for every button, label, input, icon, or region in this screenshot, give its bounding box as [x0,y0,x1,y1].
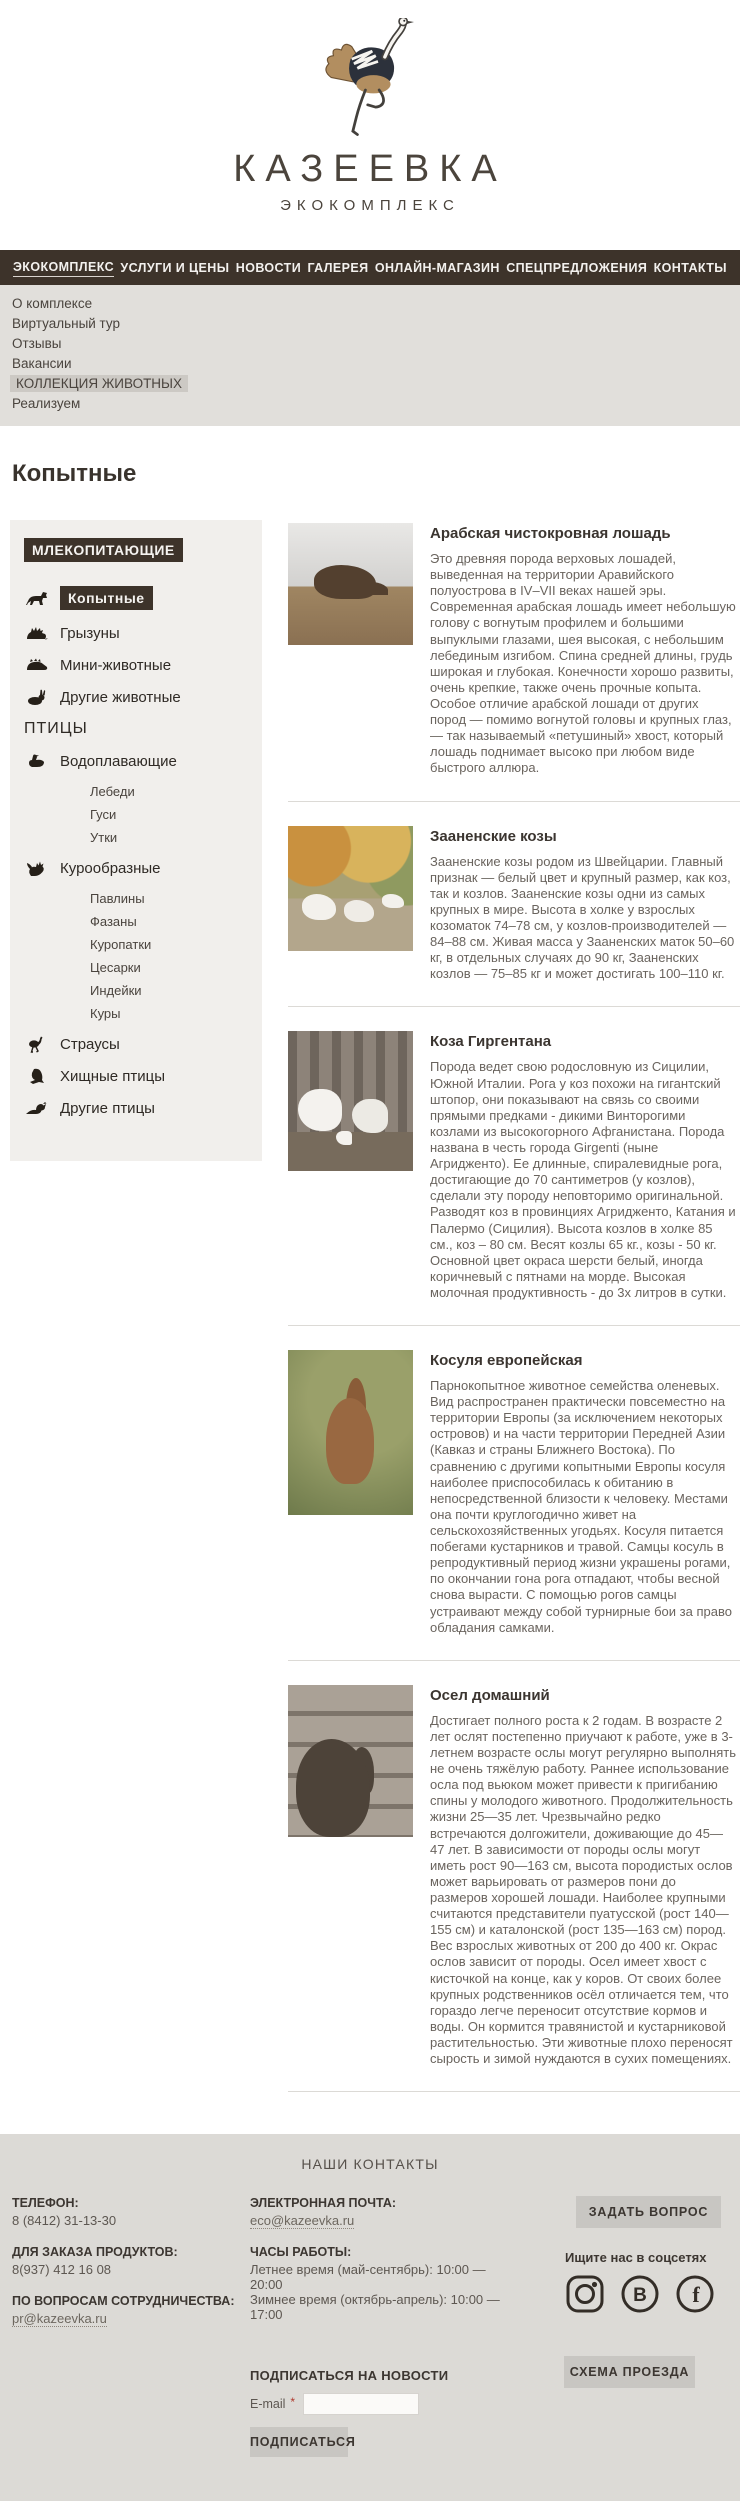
orders-phone-label: ДЛЯ ЗАКАЗА ПРОДУКТОВ: [12,2245,178,2260]
subscribe-title: ПОДПИСАТЬСЯ НА НОВОСТИ [250,2368,449,2384]
site-header [0,0,740,250]
animal-name: Косуля европейская [430,1352,583,1370]
sidebar-item-hoofed[interactable] [24,586,248,610]
animal-photo-arabian-horse[interactable] [288,523,413,645]
ask-question-button[interactable]: ЗАДАТЬ ВОПРОС [576,2196,721,2228]
subscribe-button[interactable]: ПОДПИСАТЬСЯ [250,2427,348,2457]
animal-entry [288,802,740,1008]
subnav-item-virtual-tour[interactable]: Виртуальный тур [12,316,120,331]
sidebar-subitem-geese[interactable]: Гуси [90,807,117,822]
nav-item-ecocomplex[interactable]: ЭКОКОМПЛЕКС [13,258,114,277]
sidebar-subitem-chickens[interactable]: Куры [90,1006,121,1021]
sidebar-item-waterfowl[interactable] [24,752,248,770]
sidebar-item-birds-of-prey[interactable] [24,1067,248,1085]
nav-item-shop[interactable]: ОНЛАЙН-МАГАЗИН [374,260,500,275]
porcupine-icon [24,626,50,641]
subscribe-block [250,2368,512,2457]
sidebar-subitem-swans[interactable]: Лебеди [90,784,135,799]
content-area [0,520,740,2092]
sidebar-subitem-ducks[interactable]: Утки [90,830,118,845]
nav-item-gallery[interactable]: ГАЛЕРЕЯ [307,260,369,275]
hours-label: ЧАСЫ РАБОТЫ: [250,2245,352,2260]
footer-email-hours-column [250,2196,512,2457]
sidebar-section-mammals [24,538,248,562]
subnav-item-vacancies[interactable]: Вакансии [12,356,72,371]
sidebar-item-label: Курообразные [60,859,161,877]
vk-icon[interactable] [619,2273,661,2320]
hours-winter: Зимнее время (октябрь-апрель): 10:00 — 17:00 [250,2292,500,2323]
footer-title: НАШИ КОНТАКТЫ [301,2156,439,2173]
animal-photo-domestic-donkey[interactable] [288,1685,413,1837]
subnav-item-sale[interactable]: Реализуем [12,396,81,411]
animal-photo-girgentana-goat[interactable] [288,1031,413,1171]
animal-description: Достигает полного роста к 2 годам. В возрасте 2 лет ослят постепенно приучают к работе, уже в 3-летнем возрасте ослы могут регулярно выполнять не очень тяжёлую работу. Раннее использование осла под вьюком может привести к пригибанию спины у молодого животного. Продолжительность жизни 25—35 лет. Чрезвычайно редко встречаются долгожители, доживающие до 45—47 лет. В зависимости от породы ослы могут иметь рост 90—163 см, высота породистых ослов может варьировать от размеров пони до размеров хорошей лошади. Наиболее крупными считаются представители пуатусской (рост 140—155 см) и каталонской (рост 135—163 см) пород. Вес взрослых животных от 200 до 400 кг. Окрас ослов зависит от породы. Осел имеет хвост с кисточкой на конце, как у коров. От своих более крупных родственников осёл отличается тем, что гораздо легче переносит отсутствие кормов и воды. Он кормится травянистой и кустарниковой растительностью. Эти животные плохо переносят сырость и зимой нуждаются в сухих помещениях. [430,1712,737,2067]
sidebar-subitem-turkeys[interactable]: Индейки [90,983,142,998]
animal-description: Зааненские козы родом из Швейцарии. Главный признак — белый цвет и крупный размер, как коз, так и козлов. Зааненские козы одни из самых крупных в мире. Высота в холке у взрослых козоматок 74–78 см, у козлов-производителей — 84–88 см. Живая масса у Зааненских маток 50–60 кг, в отдельных случаях до 90 кг, Зааненских козлов — 75–85 кг и может достигать 100–110 кг. [430,853,735,982]
subnav-item-animal-collection[interactable]: КОЛЛЕКЦИЯ ЖИВОТНЫХ [10,375,188,392]
sidebar-item-label: Грызуны [60,624,120,642]
cooperation-label: ПО ВОПРОСАМ СОТРУДНИЧЕСТВА: [12,2294,235,2309]
ostrich-logo-icon [305,18,435,146]
animal-entry [288,1326,740,1661]
animal-description: Порода ведет свою родословную из Сицилии, Южной Италии. Рога у коз похожи на гигантский штопор, они показывают на связь со своими прямыми предками - дикими Винторогими козлами из высокогорного Афганистана. Порода названа в честь города Girgenti (ныне Агридженто). Ее длинные, спиралевидные рога, достигающие до 70 сантиметров (у козлов), сделали эту породу неповторимо оригинальной. Разводят коз в провинциях Агридженто, Катания и Палермо (Сицилия). Высота козлов в холке 85 см., коз – 80 см. Весят козлы 65 кг., козы - 50 кг. Основной цвет окраса шерсти белый, иногда коричневый с пятнами на морде. Высокая молочная продуктивность - до 3х литров в сутки. [430,1059,736,1300]
orders-phone-value: 8(937) 412 16 08 [12,2262,112,2278]
animal-name: Осел домашний [430,1686,550,1704]
hours-summer: Летнее время (май-сентябрь): 10:00 — 20:00 [250,2262,486,2293]
animal-photo-saanen-goats[interactable] [288,826,413,951]
sidebar-item-ostriches[interactable] [24,1035,248,1053]
sidebar-item-label: Другие птицы [60,1099,155,1117]
cooperation-email-link[interactable]: pr@kazeevka.ru [12,2311,107,2327]
instagram-icon[interactable] [564,2273,606,2320]
animal-entry [288,1661,740,2092]
animal-list [288,520,740,2092]
email-label: ЭЛЕКТРОННАЯ ПОЧТА: [250,2196,397,2211]
animal-entry [288,523,740,802]
sidebar-subitem-pheasants[interactable]: Фазаны [90,914,137,929]
sidebar-item-other-birds[interactable] [24,1099,248,1117]
animal-entry [288,1007,740,1326]
sidebar-header-mammals: МЛЕКОПИТАЮЩИЕ [24,538,183,562]
svg-text:В: В [633,2285,647,2307]
sidebar-subitem-guinea-fowl[interactable]: Цесарки [90,960,141,975]
animal-name: Арабская чистокровная лошадь [430,525,671,542]
rabbit-icon [24,689,50,705]
footer-phones-column [12,2196,250,2457]
animal-description: Парнокопытное животное семейства оленевых. Вид распространен практически повсеместно на территории Европы (за исключением некоторых островов) и на части территории Передней Азии (Кавказ и страны Ближнего Востока). По сравнению с другими копытными Европы косуля наиболее приспособилась к обитанию в непосредственной близости к человеку. Местами она почти круглогодично живет на сельскохозяйственных угодьях. Косуля питается побегами кустарников и травой. Самцы косуль в репродуктивный период жизни украшены рогами, по окончании гона рога отпадают, чтобы весной снова вырасти. С помощью рогов самцы устраивают между собой турнирные бои за право обладания самками. [430,1378,732,1635]
directions-map-button[interactable]: СХЕМА ПРОЕЗДА [564,2356,695,2388]
subscribe-email-input[interactable] [303,2393,419,2415]
sidebar-header-birds: ПТИЦЫ [24,720,88,737]
phone-value: 8 (8412) 31-13-30 [12,2213,117,2229]
horse-icon [24,591,50,606]
animal-name: Зааненские козы [430,827,557,845]
subnav-item-reviews[interactable]: Отзывы [12,336,62,351]
animal-categories-sidebar [10,520,262,1161]
sidebar-subitem-partridges[interactable]: Куропатки [90,937,152,952]
sidebar-item-other-animals[interactable] [24,688,248,706]
sidebar-item-label: Хищные птицы [60,1067,166,1085]
svg-text:f: f [692,2282,700,2308]
email-link[interactable]: eco@kazeevka.ru [250,2213,355,2229]
sidebar-subitem-peacocks[interactable]: Павлины [90,891,145,906]
email-field-label: E-mail [250,2397,286,2412]
nav-item-offers[interactable]: СПЕЦПРЕДЛОЖЕНИЯ [506,260,648,275]
site-footer [0,2134,740,2501]
nav-item-contacts[interactable]: КОНТАКТЫ [653,260,727,275]
sidebar-item-galliformes[interactable] [24,859,248,877]
section-submenu [0,285,740,426]
sidebar-item-label: Мини-животные [60,656,172,674]
peacock-icon [24,1101,50,1115]
facebook-icon[interactable] [674,2273,716,2320]
subnav-item-about[interactable]: О комплексе [12,296,93,311]
animal-photo-roe-deer[interactable] [288,1350,413,1515]
sidebar-item-label: Водоплавающие [60,752,177,770]
main-navigation [0,250,740,285]
hedgehog-icon [24,658,50,672]
sidebar-item-label: Копытные [60,586,153,610]
sidebar-item-label: Другие животные [60,688,181,706]
required-asterisk: * [290,2395,296,2410]
site-subtitle: ЭКОКОМПЛЕКС [280,197,460,214]
duck-icon [24,753,50,769]
rooster-icon [24,860,50,877]
nav-item-news[interactable]: НОВОСТИ [235,260,302,275]
sidebar-item-rodents[interactable] [24,624,248,642]
eagle-icon [24,1068,50,1085]
nav-item-services[interactable]: УСЛУГИ И ЦЕНЫ [120,260,230,275]
social-label: Ищите нас в соцсетях [565,2250,707,2266]
footer-actions-column [512,2196,728,2457]
animal-name: Коза Гиргентана [430,1033,552,1051]
phone-label: ТЕЛЕФОН: [12,2196,79,2211]
page-title: Копытные [12,460,137,487]
animal-description: Это древняя порода верховых лошадей, выведенная на территории Аравийского полуострова в IV–VII веках нашей эры. Современная арабская лошадь имеет небольшую голову с вогнутым профилем и большими выпуклыми глазами, шея высокая, с небольшим лебединым изгибом. Спина средней длины, грудь широкая и глубокая. Конечности хорошо развиты, очень крепкие, также очень прочные копыта. Особое отличие арабской лошади от других пород — помимо вогнутой головы и крупных глаз, — так называемый «петушиный» хвост, который лошадь поднимает высоко при любом виде быстрого аллюра. [430,551,736,776]
site-title: КАЗЕЕВКА [233,148,507,190]
ostrich-icon [24,1036,50,1053]
sidebar-item-label: Страусы [60,1035,120,1053]
sidebar-item-mini-animals[interactable] [24,656,248,674]
